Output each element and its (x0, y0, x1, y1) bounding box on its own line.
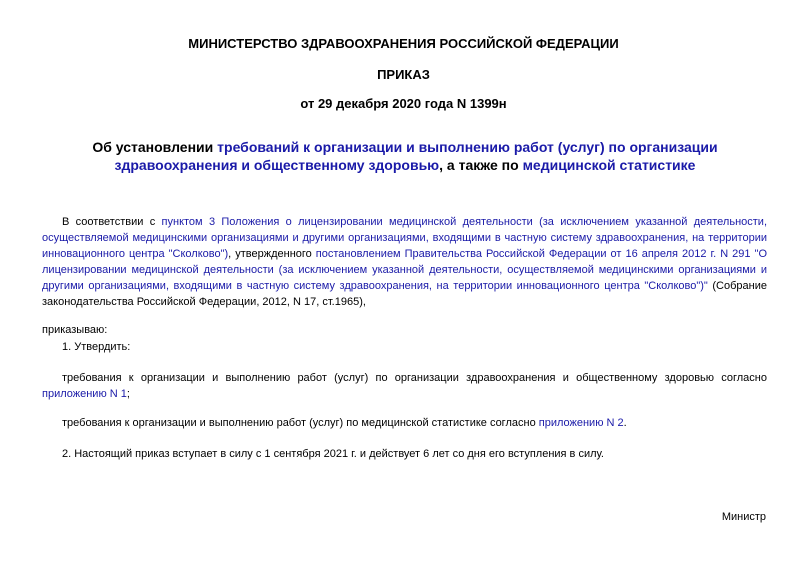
signature-title: Министр (721, 511, 766, 523)
preamble-paragraph (42, 214, 767, 310)
requirement-2-text: требования к организации и выполнению работ (услуг) по медицинской статистике согласно (62, 417, 539, 429)
requirement-1-paragraph (42, 370, 767, 402)
requirement-1-text: требования к организации и выполнению работ (услуг) по организации здравоохранения и общественному здоровью согласно (62, 372, 767, 384)
preamble-text-1: В соответствии с (62, 216, 162, 228)
requirement-1-end: ; (126, 388, 130, 400)
document-subject (40, 138, 770, 174)
requirement-2-paragraph (42, 415, 767, 431)
appendix-2-link[interactable]: приложению N 2 (538, 417, 624, 429)
preamble-text-3: (Собрание законодательства Российской Федерации, 2012, N 17, ст.1965), (42, 280, 767, 308)
order-word: приказываю: (42, 324, 108, 336)
preamble-link-licensing-regulation[interactable]: пунктом 3 Положения о лицензировании медицинской деятельности (за исключением указанной деятельности, осуществляемой медицинскими организациями и другими организациями, входящими в частную систему здравоохранения, на территории инновационного центра "Сколково") (42, 216, 768, 260)
subject-link-requirements[interactable]: требований к организации и выполнению работ (услуг) по организации здравоохранения и общественному здоровью (114, 139, 718, 173)
document-date-number: от 29 декабря 2020 года N 1399н (300, 96, 507, 111)
preamble-text-2: , утвержденного (228, 248, 316, 260)
subject-prefix: Об установлении (92, 139, 218, 155)
subject-middle: , а также по (439, 157, 523, 173)
preamble-link-government-decree[interactable]: постановлением Правительства Российской Федерации от 16 апреля 2012 г. N 291 "О лицензировании медицинской деятельности (за исключением указанной деятельности, осуществляемой медицинскими организациями и другими организациями, входящими в частную систему здравоохранения, на территории инновационного центра "Сколково")" (42, 248, 768, 292)
item-2-effective-date: 2. Настоящий приказ вступает в силу с 1 сентября 2021 г. и действует 6 лет со дня его вступления в силу. (62, 448, 604, 460)
subject-link-statistics[interactable]: медицинской статистике (522, 157, 696, 173)
item-1-approve: 1. Утвердить: (62, 341, 131, 353)
appendix-1-link[interactable]: приложению N 1 (42, 388, 127, 400)
requirement-2-end: . (623, 417, 627, 429)
document-type-heading: ПРИКАЗ (377, 67, 430, 82)
ministry-heading: МИНИСТЕРСТВО ЗДРАВООХРАНЕНИЯ РОССИЙСКОЙ ФЕДЕРАЦИИ (188, 36, 619, 51)
